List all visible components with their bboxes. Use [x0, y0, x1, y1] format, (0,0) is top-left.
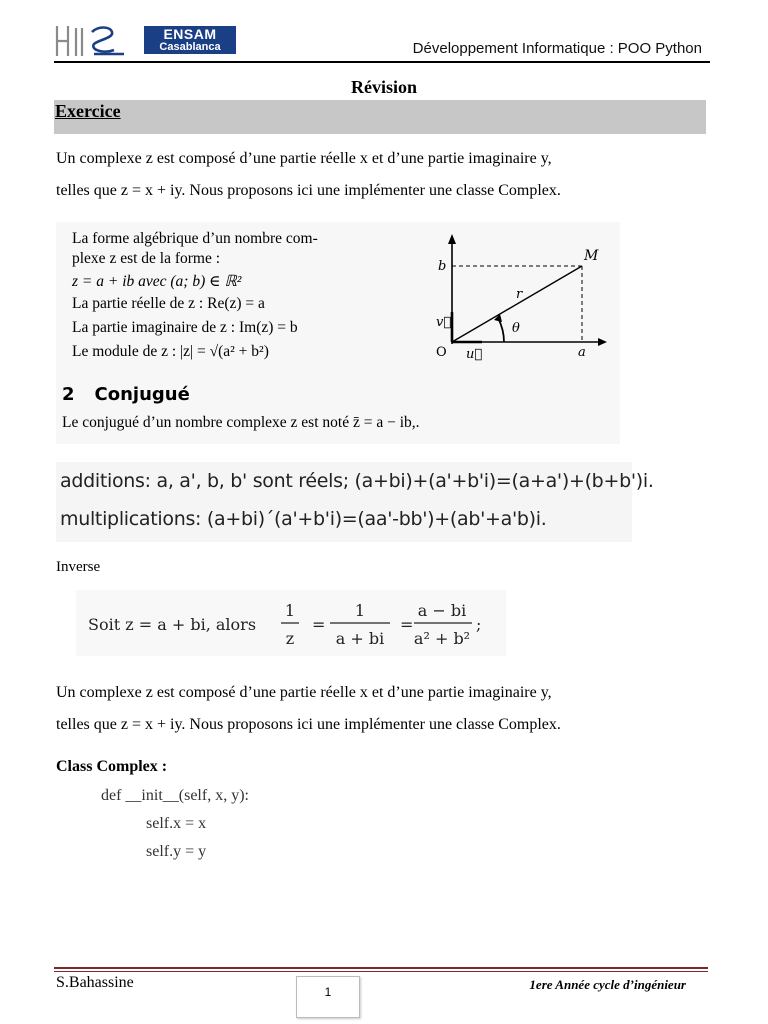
multiplications-line: multiplications: (a+bi)´(a'+b'i)=(aa'-bb')+(ab'+a'b)i. [60, 508, 547, 530]
label-origin: O [436, 345, 447, 360]
code-line-1: def __init__(self, x, y): [101, 787, 249, 804]
algebraic-form-figure [56, 222, 620, 444]
label-a: a [578, 345, 586, 360]
label-theta: θ [512, 321, 520, 336]
inverse-label: Inverse [56, 559, 101, 575]
ensam-logo-line2: Casablanca [159, 41, 221, 53]
algebraic-line-4: La partie réelle de z : Re(z) = a [72, 295, 265, 312]
intro-paragraph-repeat [56, 677, 716, 741]
code-line-3: self.y = y [146, 843, 207, 860]
equals-1: = [312, 615, 326, 634]
label-m: M [584, 248, 599, 264]
header-title: Développement Informatique : POO Python [412, 40, 702, 57]
conjugate-heading [62, 384, 190, 405]
code-title: Class Complex : [56, 758, 168, 775]
ensam-logo [144, 26, 236, 54]
intro-paragraph [56, 143, 716, 207]
inverse-formula [76, 590, 506, 656]
university-logo [54, 24, 132, 58]
operations-figure [56, 462, 654, 542]
label-u: u⃗ [466, 347, 483, 362]
formula-end: ; [476, 615, 482, 634]
algebraic-line-6: Le module de z : |z| = √(a² + b²) [72, 343, 269, 360]
page-number-box [296, 976, 360, 1018]
footer-rule [54, 967, 708, 969]
equals-2: = [400, 615, 414, 634]
ensam-logo-line1: ENSAM [163, 26, 217, 42]
frac1-denominator: z [285, 629, 295, 648]
complex-plane-diagram [408, 232, 608, 362]
algebraic-line-5: La partie imaginaire de z : Im(z) = b [72, 319, 298, 336]
intro-repeat-line-2: telles que z = x + iy. Nous proposons ici une implémenter une classe Complex. [56, 716, 561, 733]
label-v: v⃗ [436, 315, 452, 330]
header-rule [54, 61, 710, 63]
exercise-title: Exercice [55, 101, 121, 121]
conjugate-text: Le conjugué d’un nombre complexe z est noté z̄ = a − ib,. [62, 414, 420, 431]
algebraic-line-1: La forme algébrique d’un nombre com- [72, 230, 318, 247]
code-line-2: self.x = x [146, 815, 207, 832]
frac1-numerator: 1 [284, 601, 296, 620]
inverse-formula-svg [76, 590, 506, 656]
frac3-numerator: a − bi [417, 601, 467, 620]
intro-line-1: Un complexe z est composé d’une partie réelle x et d’une partie imaginaire y, [56, 150, 552, 167]
header-logos [54, 24, 234, 58]
frac3-denominator: a² + b² [413, 629, 471, 648]
intro-line-2: telles que z = x + iy. Nous proposons ici une implémenter une classe Complex. [56, 182, 561, 199]
page-number: 1 [324, 985, 332, 999]
exercise-banner [54, 100, 706, 134]
algebraic-line-3: z = a + ib avec (a; b) ∈ ℝ² [72, 273, 242, 290]
additions-line: additions: a, a', b, b' sont réels; (a+bi)+(a'+b'i)=(a+a')+(b+b')i. [60, 470, 654, 492]
footer-author: S.Bahassine [56, 974, 134, 991]
inverse-prefix: Soit z = a + bi, alors [88, 615, 257, 634]
frac2-denominator: a + bi [335, 629, 385, 648]
algebraic-line-2: plexe z est de la forme : [72, 250, 221, 267]
footer-rule-thin [54, 971, 708, 972]
conjugate-title: Conjugué [94, 384, 190, 405]
label-r: r [516, 287, 523, 302]
conjugate-number: 2 [62, 384, 75, 405]
page-title: Révision [350, 77, 417, 97]
label-b: b [438, 259, 447, 274]
footer-level: 1ere Année cycle d’ingénieur [529, 977, 686, 992]
intro-repeat-line-1: Un complexe z est composé d’une partie réelle x et d’une partie imaginaire y, [56, 684, 552, 701]
frac2-numerator: 1 [354, 601, 366, 620]
